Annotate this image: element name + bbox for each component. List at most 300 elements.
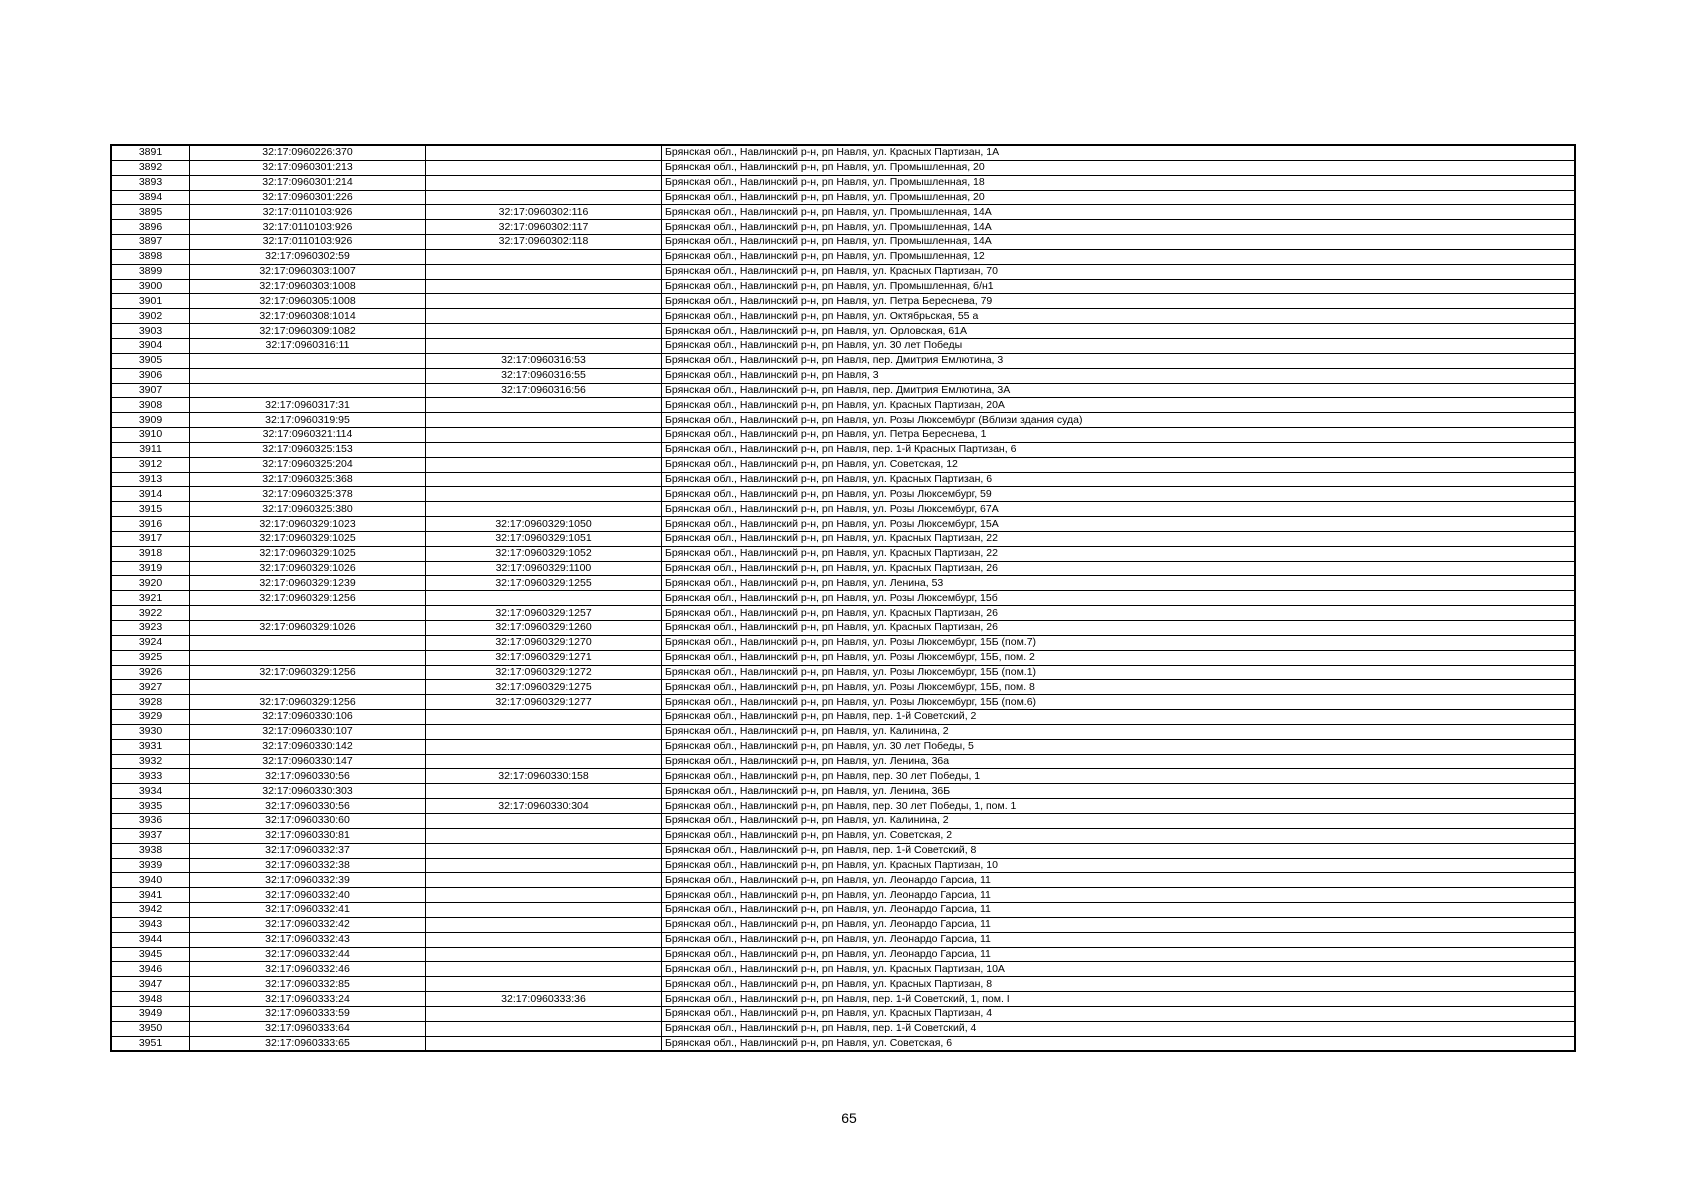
cadastral-number-cell: 32:17:0960332:43 bbox=[190, 932, 426, 947]
cadastral-number-cell: 32:17:0960329:1256 bbox=[190, 695, 426, 710]
linked-cadastral-number-cell: 32:17:0960329:1100 bbox=[426, 561, 662, 576]
row-number-cell: 3903 bbox=[111, 324, 190, 339]
row-number-cell: 3916 bbox=[111, 517, 190, 532]
address-cell: Брянская обл., Навлинский р-н, рп Навля, пер. 1-й Советский, 2 bbox=[662, 710, 1576, 725]
address-cell: Брянская обл., Навлинский р-н, рп Навля, пер. Дмитрия Емлютина, 3А bbox=[662, 383, 1576, 398]
row-number-cell: 3909 bbox=[111, 413, 190, 428]
linked-cadastral-number-cell bbox=[426, 710, 662, 725]
cadastral-number-cell: 32:17:0960329:1025 bbox=[190, 546, 426, 561]
table-row bbox=[111, 992, 1575, 1007]
linked-cadastral-number-cell bbox=[426, 264, 662, 279]
table-row bbox=[111, 621, 1575, 636]
table-row bbox=[111, 1021, 1575, 1036]
linked-cadastral-number-cell bbox=[426, 843, 662, 858]
linked-cadastral-number-cell bbox=[426, 279, 662, 294]
cadastral-number-cell: 32:17:0960330:106 bbox=[190, 710, 426, 725]
table-row bbox=[111, 710, 1575, 725]
registry-table-container bbox=[110, 144, 1576, 1052]
row-number-cell: 3920 bbox=[111, 576, 190, 591]
cadastral-number-cell: 32:17:0960308:1014 bbox=[190, 309, 426, 324]
address-cell: Брянская обл., Навлинский р-н, рп Навля, ул. Красных Партизан, 26 bbox=[662, 561, 1576, 576]
cadastral-number-cell: 32:17:0960325:368 bbox=[190, 472, 426, 487]
table-row bbox=[111, 324, 1575, 339]
linked-cadastral-number-cell bbox=[426, 739, 662, 754]
linked-cadastral-number-cell bbox=[426, 294, 662, 309]
row-number-cell: 3922 bbox=[111, 606, 190, 621]
linked-cadastral-number-cell bbox=[426, 309, 662, 324]
address-cell: Брянская обл., Навлинский р-н, рп Навля, ул. Красных Партизан, 70 bbox=[662, 264, 1576, 279]
table-row bbox=[111, 457, 1575, 472]
linked-cadastral-number-cell: 32:17:0960329:1052 bbox=[426, 546, 662, 561]
address-cell: Брянская обл., Навлинский р-н, рп Навля, пер. 30 лет Победы, 1 bbox=[662, 769, 1576, 784]
row-number-cell: 3902 bbox=[111, 309, 190, 324]
row-number-cell: 3945 bbox=[111, 947, 190, 962]
registry-table bbox=[110, 144, 1576, 1052]
row-number-cell: 3936 bbox=[111, 813, 190, 828]
table-row bbox=[111, 1006, 1575, 1021]
table-row bbox=[111, 828, 1575, 843]
linked-cadastral-number-cell bbox=[426, 442, 662, 457]
row-number-cell: 3950 bbox=[111, 1021, 190, 1036]
cadastral-number-cell: 32:17:0960325:153 bbox=[190, 442, 426, 457]
table-row bbox=[111, 160, 1575, 175]
linked-cadastral-number-cell bbox=[426, 754, 662, 769]
cadastral-number-cell: 32:17:0960330:147 bbox=[190, 754, 426, 769]
cadastral-number-cell: 32:17:0110103:926 bbox=[190, 205, 426, 220]
cadastral-number-cell: 32:17:0960329:1026 bbox=[190, 621, 426, 636]
table-row bbox=[111, 665, 1575, 680]
cadastral-number-cell: 32:17:0960332:85 bbox=[190, 977, 426, 992]
linked-cadastral-number-cell bbox=[426, 175, 662, 190]
cadastral-number-cell: 32:17:0960226:370 bbox=[190, 145, 426, 160]
linked-cadastral-number-cell bbox=[426, 145, 662, 160]
cadastral-number-cell: 32:17:0960330:303 bbox=[190, 784, 426, 799]
table-row bbox=[111, 635, 1575, 650]
linked-cadastral-number-cell: 32:17:0960316:55 bbox=[426, 368, 662, 383]
cadastral-number-cell bbox=[190, 606, 426, 621]
page-number: 65 bbox=[841, 1110, 857, 1126]
address-cell: Брянская обл., Навлинский р-н, рп Навля, пер. 1-й Советский, 1, пом. I bbox=[662, 992, 1576, 1007]
table-row bbox=[111, 680, 1575, 695]
row-number-cell: 3894 bbox=[111, 190, 190, 205]
cadastral-number-cell: 32:17:0960305:1008 bbox=[190, 294, 426, 309]
address-cell: Брянская обл., Навлинский р-н, рп Навля, ул. Красных Партизан, 26 bbox=[662, 621, 1576, 636]
cadastral-number-cell: 32:17:0960330:142 bbox=[190, 739, 426, 754]
row-number-cell: 3901 bbox=[111, 294, 190, 309]
row-number-cell: 3934 bbox=[111, 784, 190, 799]
row-number-cell: 3912 bbox=[111, 457, 190, 472]
linked-cadastral-number-cell bbox=[426, 324, 662, 339]
table-row bbox=[111, 145, 1575, 160]
table-row bbox=[111, 1036, 1575, 1051]
address-cell: Брянская обл., Навлинский р-н, рп Навля, ул. Красных Партизан, 4 bbox=[662, 1006, 1576, 1021]
row-number-cell: 3951 bbox=[111, 1036, 190, 1051]
cadastral-number-cell: 32:17:0960332:37 bbox=[190, 843, 426, 858]
address-cell: Брянская обл., Навлинский р-н, рп Навля, ул. Леонардо Гарсиа, 11 bbox=[662, 917, 1576, 932]
cadastral-number-cell: 32:17:0960303:1008 bbox=[190, 279, 426, 294]
table-row bbox=[111, 294, 1575, 309]
address-cell: Брянская обл., Навлинский р-н, рп Навля, ул. Розы Люксембург, 15Б (пом.6) bbox=[662, 695, 1576, 710]
address-cell: Брянская обл., Навлинский р-н, рп Навля, ул. Промышленная, 12 bbox=[662, 249, 1576, 264]
row-number-cell: 3918 bbox=[111, 546, 190, 561]
address-cell: Брянская обл., Навлинский р-н, рп Навля, ул. Советская, 6 bbox=[662, 1036, 1576, 1051]
linked-cadastral-number-cell: 32:17:0960329:1050 bbox=[426, 517, 662, 532]
linked-cadastral-number-cell bbox=[426, 828, 662, 843]
address-cell: Брянская обл., Навлинский р-н, рп Навля, ул. Промышленная, 20 bbox=[662, 160, 1576, 175]
address-cell: Брянская обл., Навлинский р-н, рп Навля, ул. Калинина, 2 bbox=[662, 724, 1576, 739]
row-number-cell: 3938 bbox=[111, 843, 190, 858]
table-row bbox=[111, 695, 1575, 710]
table-row bbox=[111, 413, 1575, 428]
linked-cadastral-number-cell bbox=[426, 457, 662, 472]
table-row bbox=[111, 249, 1575, 264]
address-cell: Брянская обл., Навлинский р-н, рп Навля, ул. Розы Люксембург, 15Б, пом. 2 bbox=[662, 650, 1576, 665]
cadastral-number-cell: 32:17:0960332:41 bbox=[190, 903, 426, 918]
row-number-cell: 3931 bbox=[111, 739, 190, 754]
row-number-cell: 3893 bbox=[111, 175, 190, 190]
address-cell: Брянская обл., Навлинский р-н, рп Навля, ул. Красных Партизан, 6 bbox=[662, 472, 1576, 487]
cadastral-number-cell: 32:17:0960332:46 bbox=[190, 962, 426, 977]
linked-cadastral-number-cell bbox=[426, 487, 662, 502]
address-cell: Брянская обл., Навлинский р-н, рп Навля, ул. Розы Люксембург, 67А bbox=[662, 502, 1576, 517]
table-row bbox=[111, 754, 1575, 769]
table-row bbox=[111, 398, 1575, 413]
cadastral-number-cell bbox=[190, 353, 426, 368]
table-row bbox=[111, 546, 1575, 561]
cadastral-number-cell: 32:17:0960329:1023 bbox=[190, 517, 426, 532]
linked-cadastral-number-cell bbox=[426, 813, 662, 828]
cadastral-number-cell: 32:17:0960309:1082 bbox=[190, 324, 426, 339]
linked-cadastral-number-cell bbox=[426, 160, 662, 175]
cadastral-number-cell: 32:17:0960301:214 bbox=[190, 175, 426, 190]
cadastral-number-cell: 32:17:0960316:11 bbox=[190, 338, 426, 353]
cadastral-number-cell: 32:17:0960332:40 bbox=[190, 888, 426, 903]
address-cell: Брянская обл., Навлинский р-н, рп Навля, ул. Розы Люксембург, 15А bbox=[662, 517, 1576, 532]
linked-cadastral-number-cell: 32:17:0960329:1260 bbox=[426, 621, 662, 636]
table-row bbox=[111, 338, 1575, 353]
row-number-cell: 3906 bbox=[111, 368, 190, 383]
table-row bbox=[111, 309, 1575, 324]
linked-cadastral-number-cell bbox=[426, 932, 662, 947]
table-row bbox=[111, 502, 1575, 517]
linked-cadastral-number-cell: 32:17:0960330:304 bbox=[426, 799, 662, 814]
address-cell: Брянская обл., Навлинский р-н, рп Навля, ул. Орловская, 61А bbox=[662, 324, 1576, 339]
table-row bbox=[111, 220, 1575, 235]
table-row bbox=[111, 428, 1575, 443]
linked-cadastral-number-cell: 32:17:0960302:116 bbox=[426, 205, 662, 220]
address-cell: Брянская обл., Навлинский р-н, рп Навля, ул. Розы Люксембург, 15Б, пом. 8 bbox=[662, 680, 1576, 695]
table-row bbox=[111, 932, 1575, 947]
row-number-cell: 3940 bbox=[111, 873, 190, 888]
linked-cadastral-number-cell: 32:17:0960316:56 bbox=[426, 383, 662, 398]
row-number-cell: 3947 bbox=[111, 977, 190, 992]
linked-cadastral-number-cell: 32:17:0960330:158 bbox=[426, 769, 662, 784]
cadastral-number-cell: 32:17:0960325:378 bbox=[190, 487, 426, 502]
address-cell: Брянская обл., Навлинский р-н, рп Навля, ул. Красных Партизан, 10А bbox=[662, 962, 1576, 977]
row-number-cell: 3898 bbox=[111, 249, 190, 264]
linked-cadastral-number-cell: 32:17:0960302:118 bbox=[426, 235, 662, 250]
linked-cadastral-number-cell bbox=[426, 398, 662, 413]
address-cell: Брянская обл., Навлинский р-н, рп Навля, ул. Ленина, 36а bbox=[662, 754, 1576, 769]
row-number-cell: 3946 bbox=[111, 962, 190, 977]
address-cell: Брянская обл., Навлинский р-н, рп Навля, ул. Леонардо Гарсиа, 11 bbox=[662, 932, 1576, 947]
cadastral-number-cell: 32:17:0960302:59 bbox=[190, 249, 426, 264]
table-row bbox=[111, 472, 1575, 487]
table-row bbox=[111, 205, 1575, 220]
cadastral-number-cell: 32:17:0960332:42 bbox=[190, 917, 426, 932]
linked-cadastral-number-cell: 32:17:0960329:1270 bbox=[426, 635, 662, 650]
address-cell: Брянская обл., Навлинский р-н, рп Навля, ул. Леонардо Гарсиа, 11 bbox=[662, 888, 1576, 903]
linked-cadastral-number-cell bbox=[426, 917, 662, 932]
table-row bbox=[111, 962, 1575, 977]
linked-cadastral-number-cell: 32:17:0960329:1275 bbox=[426, 680, 662, 695]
row-number-cell: 3948 bbox=[111, 992, 190, 1007]
table-row bbox=[111, 591, 1575, 606]
row-number-cell: 3929 bbox=[111, 710, 190, 725]
address-cell: Брянская обл., Навлинский р-н, рп Навля, ул. 30 лет Победы, 5 bbox=[662, 739, 1576, 754]
row-number-cell: 3900 bbox=[111, 279, 190, 294]
row-number-cell: 3911 bbox=[111, 442, 190, 457]
cadastral-number-cell: 32:17:0960325:380 bbox=[190, 502, 426, 517]
cadastral-number-cell: 32:17:0960325:204 bbox=[190, 457, 426, 472]
row-number-cell: 3914 bbox=[111, 487, 190, 502]
row-number-cell: 3937 bbox=[111, 828, 190, 843]
row-number-cell: 3935 bbox=[111, 799, 190, 814]
row-number-cell: 3941 bbox=[111, 888, 190, 903]
address-cell: Брянская обл., Навлинский р-н, рп Навля, ул. Советская, 2 bbox=[662, 828, 1576, 843]
linked-cadastral-number-cell bbox=[426, 413, 662, 428]
address-cell: Брянская обл., Навлинский р-н, рп Навля, пер. 1-й Красных Партизан, 6 bbox=[662, 442, 1576, 457]
cadastral-number-cell: 32:17:0960329:1256 bbox=[190, 591, 426, 606]
cadastral-number-cell: 32:17:0960303:1007 bbox=[190, 264, 426, 279]
address-cell: Брянская обл., Навлинский р-н, рп Навля, ул. Розы Люксембург, 15Б (пом.7) bbox=[662, 635, 1576, 650]
row-number-cell: 3915 bbox=[111, 502, 190, 517]
linked-cadastral-number-cell bbox=[426, 784, 662, 799]
cadastral-number-cell: 32:17:0960332:44 bbox=[190, 947, 426, 962]
row-number-cell: 3897 bbox=[111, 235, 190, 250]
address-cell: Брянская обл., Навлинский р-н, рп Навля, ул. Промышленная, 20 bbox=[662, 190, 1576, 205]
address-cell: Брянская обл., Навлинский р-н, рп Навля, ул. Красных Партизан, 10 bbox=[662, 858, 1576, 873]
table-row bbox=[111, 175, 1575, 190]
address-cell: Брянская обл., Навлинский р-н, рп Навля, ул. Красных Партизан, 22 bbox=[662, 531, 1576, 546]
table-row bbox=[111, 724, 1575, 739]
row-number-cell: 3949 bbox=[111, 1006, 190, 1021]
cadastral-number-cell: 32:17:0960333:65 bbox=[190, 1036, 426, 1051]
table-row bbox=[111, 531, 1575, 546]
row-number-cell: 3905 bbox=[111, 353, 190, 368]
cadastral-number-cell: 32:17:0960329:1025 bbox=[190, 531, 426, 546]
linked-cadastral-number-cell bbox=[426, 873, 662, 888]
row-number-cell: 3907 bbox=[111, 383, 190, 398]
row-number-cell: 3891 bbox=[111, 145, 190, 160]
linked-cadastral-number-cell: 32:17:0960329:1255 bbox=[426, 576, 662, 591]
table-row bbox=[111, 383, 1575, 398]
address-cell: Брянская обл., Навлинский р-н, рп Навля, ул. Ленина, 36Б bbox=[662, 784, 1576, 799]
address-cell: Брянская обл., Навлинский р-н, рп Навля, ул. Петра Береснева, 1 bbox=[662, 428, 1576, 443]
table-row bbox=[111, 264, 1575, 279]
linked-cadastral-number-cell: 32:17:0960329:1271 bbox=[426, 650, 662, 665]
address-cell: Брянская обл., Навлинский р-н, рп Навля, ул. Красных Партизан, 26 bbox=[662, 606, 1576, 621]
table-row bbox=[111, 606, 1575, 621]
address-cell: Брянская обл., Навлинский р-н, рп Навля, ул. Леонардо Гарсиа, 11 bbox=[662, 873, 1576, 888]
linked-cadastral-number-cell bbox=[426, 591, 662, 606]
linked-cadastral-number-cell bbox=[426, 472, 662, 487]
address-cell: Брянская обл., Навлинский р-н, рп Навля, ул. Промышленная, 14А bbox=[662, 205, 1576, 220]
address-cell: Брянская обл., Навлинский р-н, рп Навля, ул. Петра Береснева, 79 bbox=[662, 294, 1576, 309]
linked-cadastral-number-cell bbox=[426, 947, 662, 962]
address-cell: Брянская обл., Навлинский р-н, рп Навля, ул. Розы Люксембург, 15Б (пом.1) bbox=[662, 665, 1576, 680]
table-row bbox=[111, 843, 1575, 858]
cadastral-number-cell: 32:17:0960332:38 bbox=[190, 858, 426, 873]
address-cell: Брянская обл., Навлинский р-н, рп Навля, ул. Леонардо Гарсиа, 11 bbox=[662, 903, 1576, 918]
table-row bbox=[111, 561, 1575, 576]
cadastral-number-cell bbox=[190, 650, 426, 665]
row-number-cell: 3944 bbox=[111, 932, 190, 947]
address-cell: Брянская обл., Навлинский р-н, рп Навля, ул. Промышленная, б/н1 bbox=[662, 279, 1576, 294]
address-cell: Брянская обл., Навлинский р-н, рп Навля, ул. Розы Люксембург, 59 bbox=[662, 487, 1576, 502]
table-row bbox=[111, 784, 1575, 799]
linked-cadastral-number-cell bbox=[426, 962, 662, 977]
address-cell: Брянская обл., Навлинский р-н, рп Навля, пер. 1-й Советский, 4 bbox=[662, 1021, 1576, 1036]
linked-cadastral-number-cell bbox=[426, 977, 662, 992]
address-cell: Брянская обл., Навлинский р-н, рп Навля, ул. 30 лет Победы bbox=[662, 338, 1576, 353]
row-number-cell: 3896 bbox=[111, 220, 190, 235]
linked-cadastral-number-cell bbox=[426, 1006, 662, 1021]
linked-cadastral-number-cell: 32:17:0960302:117 bbox=[426, 220, 662, 235]
row-number-cell: 3932 bbox=[111, 754, 190, 769]
cadastral-number-cell: 32:17:0960330:107 bbox=[190, 724, 426, 739]
table-row bbox=[111, 442, 1575, 457]
address-cell: Брянская обл., Навлинский р-н, рп Навля, ул. Промышленная, 14А bbox=[662, 220, 1576, 235]
linked-cadastral-number-cell bbox=[426, 858, 662, 873]
row-number-cell: 3928 bbox=[111, 695, 190, 710]
cadastral-number-cell: 32:17:0960333:64 bbox=[190, 1021, 426, 1036]
cadastral-number-cell: 32:17:0960330:56 bbox=[190, 769, 426, 784]
linked-cadastral-number-cell: 32:17:0960329:1051 bbox=[426, 531, 662, 546]
address-cell: Брянская обл., Навлинский р-н, рп Навля, ул. Розы Люксембург (Вблизи здания суда) bbox=[662, 413, 1576, 428]
row-number-cell: 3926 bbox=[111, 665, 190, 680]
row-number-cell: 3917 bbox=[111, 531, 190, 546]
row-number-cell: 3933 bbox=[111, 769, 190, 784]
cadastral-number-cell: 32:17:0960333:59 bbox=[190, 1006, 426, 1021]
cadastral-number-cell: 32:17:0960329:1256 bbox=[190, 665, 426, 680]
table-row bbox=[111, 368, 1575, 383]
table-row bbox=[111, 650, 1575, 665]
row-number-cell: 3924 bbox=[111, 635, 190, 650]
table-row bbox=[111, 813, 1575, 828]
cadastral-number-cell: 32:17:0960330:56 bbox=[190, 799, 426, 814]
row-number-cell: 3943 bbox=[111, 917, 190, 932]
row-number-cell: 3908 bbox=[111, 398, 190, 413]
row-number-cell: 3930 bbox=[111, 724, 190, 739]
table-row bbox=[111, 903, 1575, 918]
row-number-cell: 3904 bbox=[111, 338, 190, 353]
linked-cadastral-number-cell: 32:17:0960329:1277 bbox=[426, 695, 662, 710]
address-cell: Брянская обл., Навлинский р-н, рп Навля, ул. Калинина, 2 bbox=[662, 813, 1576, 828]
row-number-cell: 3923 bbox=[111, 621, 190, 636]
cadastral-number-cell: 32:17:0960330:60 bbox=[190, 813, 426, 828]
table-row bbox=[111, 190, 1575, 205]
table-row bbox=[111, 739, 1575, 754]
table-row bbox=[111, 917, 1575, 932]
cadastral-number-cell bbox=[190, 635, 426, 650]
row-number-cell: 3925 bbox=[111, 650, 190, 665]
address-cell: Брянская обл., Навлинский р-н, рп Навля, ул. Ленина, 53 bbox=[662, 576, 1576, 591]
row-number-cell: 3899 bbox=[111, 264, 190, 279]
table-row bbox=[111, 977, 1575, 992]
linked-cadastral-number-cell: 32:17:0960329:1257 bbox=[426, 606, 662, 621]
table-row bbox=[111, 947, 1575, 962]
row-number-cell: 3913 bbox=[111, 472, 190, 487]
address-cell: Брянская обл., Навлинский р-н, рп Навля, 3 bbox=[662, 368, 1576, 383]
table-row bbox=[111, 353, 1575, 368]
table-row bbox=[111, 873, 1575, 888]
table-row bbox=[111, 576, 1575, 591]
address-cell: Брянская обл., Навлинский р-н, рп Навля, ул. Промышленная, 14А bbox=[662, 235, 1576, 250]
linked-cadastral-number-cell bbox=[426, 428, 662, 443]
address-cell: Брянская обл., Навлинский р-н, рп Навля, ул. Красных Партизан, 1А bbox=[662, 145, 1576, 160]
cadastral-number-cell: 32:17:0960330:81 bbox=[190, 828, 426, 843]
linked-cadastral-number-cell: 32:17:0960333:36 bbox=[426, 992, 662, 1007]
cadastral-number-cell: 32:17:0110103:926 bbox=[190, 235, 426, 250]
table-row bbox=[111, 769, 1575, 784]
address-cell: Брянская обл., Навлинский р-н, рп Навля, пер. 1-й Советский, 8 bbox=[662, 843, 1576, 858]
linked-cadastral-number-cell: 32:17:0960329:1272 bbox=[426, 665, 662, 680]
address-cell: Брянская обл., Навлинский р-н, рп Навля, пер. 30 лет Победы, 1, пом. 1 bbox=[662, 799, 1576, 814]
linked-cadastral-number-cell bbox=[426, 502, 662, 517]
row-number-cell: 3919 bbox=[111, 561, 190, 576]
table-row bbox=[111, 279, 1575, 294]
row-number-cell: 3921 bbox=[111, 591, 190, 606]
row-number-cell: 3942 bbox=[111, 903, 190, 918]
table-body bbox=[111, 145, 1575, 1051]
address-cell: Брянская обл., Навлинский р-н, рп Навля, ул. Промышленная, 18 bbox=[662, 175, 1576, 190]
address-cell: Брянская обл., Навлинский р-н, рп Навля, ул. Красных Партизан, 8 bbox=[662, 977, 1576, 992]
cadastral-number-cell bbox=[190, 383, 426, 398]
address-cell: Брянская обл., Навлинский р-н, рп Навля, ул. Советская, 12 bbox=[662, 457, 1576, 472]
linked-cadastral-number-cell bbox=[426, 903, 662, 918]
table-row bbox=[111, 858, 1575, 873]
linked-cadastral-number-cell bbox=[426, 338, 662, 353]
table-row bbox=[111, 487, 1575, 502]
linked-cadastral-number-cell bbox=[426, 724, 662, 739]
cadastral-number-cell: 32:17:0960317:31 bbox=[190, 398, 426, 413]
cadastral-number-cell bbox=[190, 680, 426, 695]
address-cell: Брянская обл., Навлинский р-н, рп Навля, ул. Октябрьская, 55 а bbox=[662, 309, 1576, 324]
linked-cadastral-number-cell: 32:17:0960316:53 bbox=[426, 353, 662, 368]
address-cell: Брянская обл., Навлинский р-н, рп Навля, пер. Дмитрия Емлютина, 3 bbox=[662, 353, 1576, 368]
cadastral-number-cell: 32:17:0960333:24 bbox=[190, 992, 426, 1007]
row-number-cell: 3895 bbox=[111, 205, 190, 220]
cadastral-number-cell: 32:17:0110103:926 bbox=[190, 220, 426, 235]
cadastral-number-cell: 32:17:0960332:39 bbox=[190, 873, 426, 888]
linked-cadastral-number-cell bbox=[426, 1036, 662, 1051]
linked-cadastral-number-cell bbox=[426, 1021, 662, 1036]
cadastral-number-cell: 32:17:0960321:114 bbox=[190, 428, 426, 443]
address-cell: Брянская обл., Навлинский р-н, рп Навля, ул. Красных Партизан, 22 bbox=[662, 546, 1576, 561]
row-number-cell: 3927 bbox=[111, 680, 190, 695]
table-row bbox=[111, 888, 1575, 903]
row-number-cell: 3939 bbox=[111, 858, 190, 873]
table-row bbox=[111, 799, 1575, 814]
row-number-cell: 3910 bbox=[111, 428, 190, 443]
linked-cadastral-number-cell bbox=[426, 249, 662, 264]
cadastral-number-cell: 32:17:0960329:1026 bbox=[190, 561, 426, 576]
cadastral-number-cell: 32:17:0960329:1239 bbox=[190, 576, 426, 591]
cadastral-number-cell: 32:17:0960301:213 bbox=[190, 160, 426, 175]
address-cell: Брянская обл., Навлинский р-н, рп Навля, ул. Леонардо Гарсиа, 11 bbox=[662, 947, 1576, 962]
cadastral-number-cell: 32:17:0960301:226 bbox=[190, 190, 426, 205]
